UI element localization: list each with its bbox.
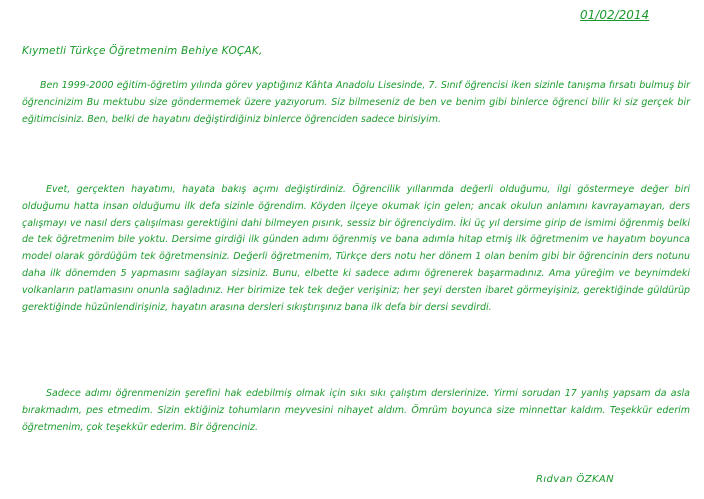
letter-paragraph-3: Sadece adımı öğrenmenizin şerefini hak edebilmiş olmak için sıkı sıkı çalıştım derslerinize. Yirmi sorudan 17 yanlış yapsam da asla bırakmadım, pes etmedim. Sizin ektiğiniz tohumların meyvesini nihayet aldım. Ömrüm boyunca size minnettar kaldım. Teşekkür ederim öğretmenim, çok teşekkür ederim. Bir öğrenciniz.: [22, 388, 690, 433]
letter-date: 01/02/2014: [580, 8, 650, 22]
letter-signature: Rıdvan ÖZKAN: [536, 474, 615, 485]
letter-paragraph-2: Evet, gerçekten hayatımı, hayata bakış açımı değiştirdiniz. Öğrencilik yıllarımda değerli olduğumu, ilgi göstermeye değer biri olduğumu hatta insan olduğumu ilk defa sizinle öğrendim. Köyden ilçeye okumak için gelen; ancak okulun anlamını kavrayamayan, ders çalışmayı ve nasıl ders çalışılması gerektiğini dahi bilmeyen pısırık, sessiz bir öğrenciydim. İki üç yıl dersime girip de ismimi öğrenmiş belki de tek öğretmenim bile yoktu. Dersime girdiği ilk günden adımı öğrenmiş ve bana adımla hitap etmiş ilk öğretmenim ve hayatım boyunca model olarak gördüğüm tek öğretmensiniz. Değerli öğretmenim, Türkçe ders notu her dönem 1 olan benim gibi bir öğrencinin ders notunu daha ilk dönemden 5 yapmasını sağlayan sizsiniz. Bunu, elbette ki sadece adımı öğrenerek başarmadınız. Ama yüreğim ve beynimdeki volkanların patlamasını onunla sağladınız. Her birimize tek tek değer verişiniz; her şeyi dersten ibaret görmeyişiniz, gerektiğinde güldürüp gerektiğinde hüzünlendirişiniz, hayatın arasına dersleri sıkıştırışınız bana ilk defa bir dersi sevdirdi.: [22, 184, 690, 313]
letter-salutation: Kıymetli Türkçe Öğretmenim Behiye KOÇAK,: [22, 45, 263, 57]
letter-paragraph-1: Ben 1999-2000 eğitim-öğretim yılında görev yaptığınız Kâhta Anadolu Lisesinde, 7. Sınıf öğrencisi iken sizinle tanışma fırsatı bulmuş bir öğrencinizim Bu mektubu size göndermemek üzere yazıyorum. Siz bilmeseniz de ben ve benim gibi binlerce öğrenci bilir ki siz gerçek bir eğitimcisiniz. Ben, belki de hayatını değiştirdiğiniz binlerce öğrenciden sadece birisiyim.: [22, 80, 690, 125]
